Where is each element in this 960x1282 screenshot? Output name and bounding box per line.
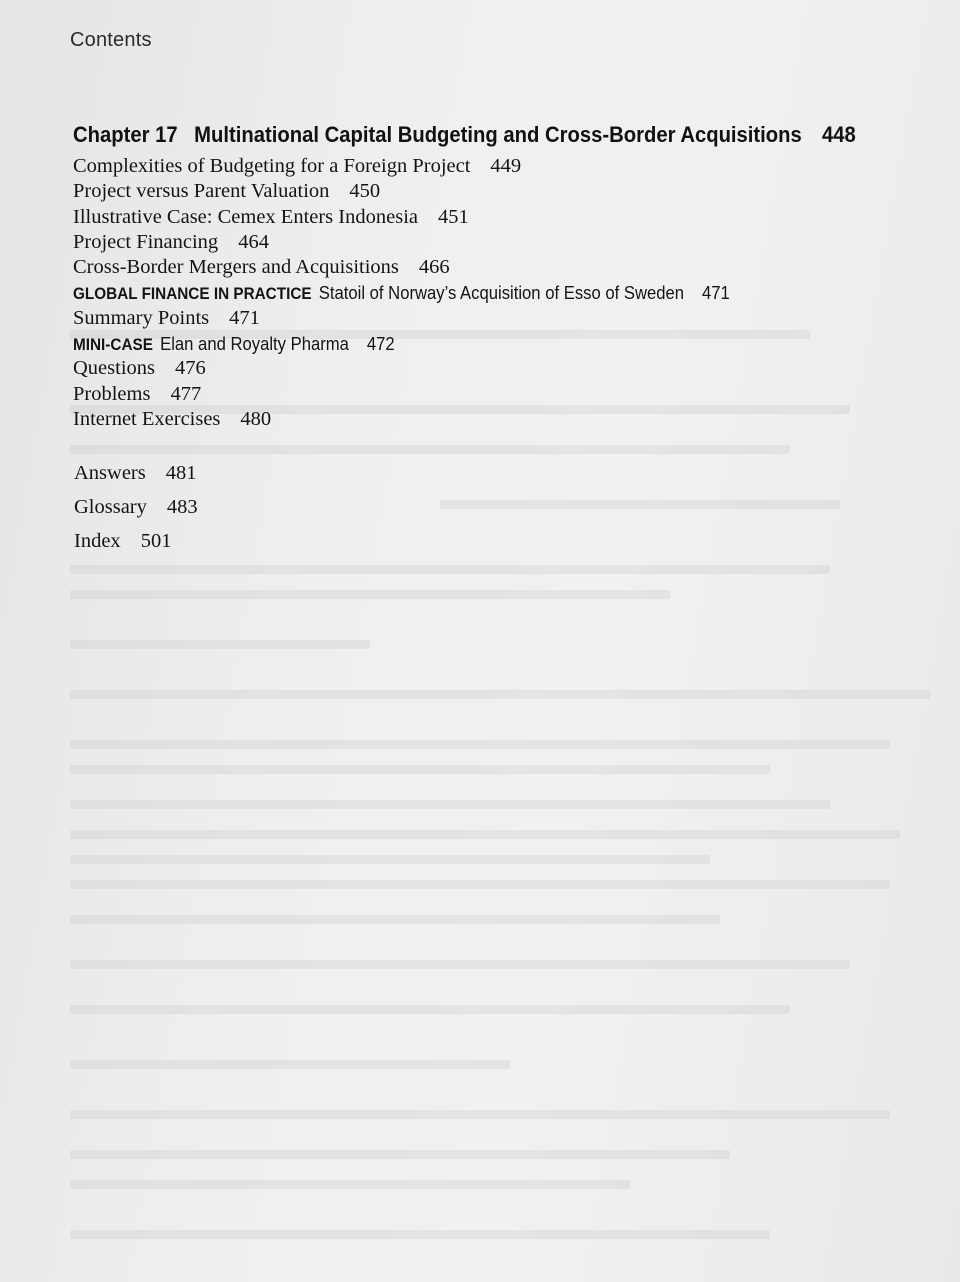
back-matter-title: Index xyxy=(74,530,121,552)
toc-entry-feature xyxy=(73,280,730,305)
back-matter xyxy=(74,460,198,562)
chapter-title: Multinational Capital Budgeting and Cross-Border Acquisitions xyxy=(194,122,802,147)
toc-entry-title: Internet Exercises xyxy=(73,407,221,430)
toc-entry xyxy=(73,179,803,204)
toc-entry-title: Project versus Parent Valuation xyxy=(73,180,330,203)
toc-entry-feature xyxy=(73,331,730,356)
back-matter-entry xyxy=(74,494,198,528)
toc-entry-page: 466 xyxy=(418,256,450,279)
toc-entry-page: 450 xyxy=(349,180,381,203)
toc-entry-page: 480 xyxy=(240,407,272,430)
toc-entry-page: 451 xyxy=(438,205,469,228)
toc-entry-page: 449 xyxy=(490,155,522,177)
back-matter-entry xyxy=(74,528,198,562)
back-matter-title: Glossary xyxy=(74,496,147,518)
toc-entry-page: 477 xyxy=(170,382,202,405)
toc-entry-title: Complexities of Budgeting for a Foreign Project xyxy=(73,155,471,177)
toc-entry-page: 471 xyxy=(229,306,260,329)
toc-entry xyxy=(73,205,803,230)
chapter-label: Chapter 17 xyxy=(73,122,178,147)
feature-tag: MINI-CASE xyxy=(73,335,153,355)
toc-entry-title: Cross-Border Mergers and Acquisitions xyxy=(73,256,399,279)
back-matter-title: Answers xyxy=(74,462,146,484)
toc-entries xyxy=(73,154,803,432)
toc-entry xyxy=(73,230,803,255)
toc-entry-page: 472 xyxy=(366,333,395,355)
toc-entry-page: 476 xyxy=(175,357,206,380)
back-matter-page: 501 xyxy=(140,530,172,552)
toc-entry-page: 464 xyxy=(238,230,269,253)
toc-entry xyxy=(73,154,803,179)
toc-entry-page: 471 xyxy=(702,282,730,304)
toc-entry-title: Questions xyxy=(73,357,155,380)
running-head: Contents xyxy=(70,29,152,51)
chapter-page-number: 448 xyxy=(822,122,856,147)
toc-entry xyxy=(73,255,803,280)
chapter-heading xyxy=(73,122,864,148)
toc-entry-title: Statoil of Norway’s Acquisition of Esso of Sweden xyxy=(318,282,685,304)
toc-entry xyxy=(73,356,803,381)
toc-entry-title: Summary Points xyxy=(73,306,210,329)
toc-entry xyxy=(73,407,803,432)
back-matter-entry xyxy=(74,460,198,494)
toc-entry-title: Illustrative Case: Cemex Enters Indonesia xyxy=(73,205,418,228)
back-matter-page: 483 xyxy=(166,496,198,518)
toc-entry-title: Problems xyxy=(73,382,151,405)
toc-entry xyxy=(73,306,803,331)
back-matter-page: 481 xyxy=(165,462,197,484)
toc-entry-title: Project Financing xyxy=(73,230,219,253)
toc-entry xyxy=(73,382,803,407)
toc-entry-title: Elan and Royalty Pharma xyxy=(160,333,349,355)
feature-tag: GLOBAL FINANCE IN PRACTICE xyxy=(73,284,312,304)
